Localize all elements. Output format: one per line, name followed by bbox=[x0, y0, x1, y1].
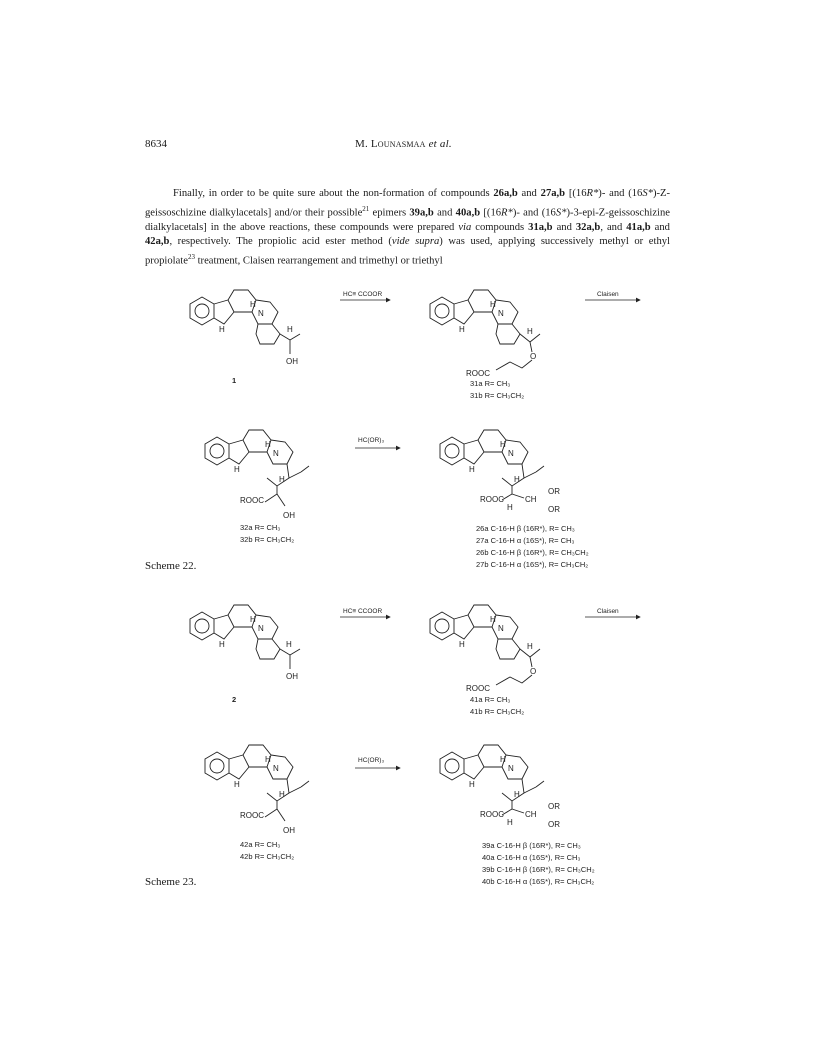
svg-text:OR: OR bbox=[548, 487, 560, 496]
svg-text:41a R= CH₃: 41a R= CH₃ bbox=[470, 695, 511, 704]
svg-text:Claisen: Claisen bbox=[597, 608, 619, 615]
svg-text:H: H bbox=[500, 755, 506, 764]
author-name: M. Lounasmaa bbox=[355, 138, 426, 150]
svg-text:H: H bbox=[250, 300, 256, 309]
svg-text:H: H bbox=[287, 325, 293, 334]
structure-41 bbox=[430, 605, 540, 693]
svg-text:Claisen: Claisen bbox=[597, 291, 619, 298]
scheme-22-caption: Scheme 22. bbox=[145, 560, 197, 572]
svg-text:O: O bbox=[530, 667, 537, 676]
svg-text:H: H bbox=[250, 615, 256, 624]
svg-text:H: H bbox=[286, 640, 292, 649]
svg-text:N: N bbox=[258, 309, 264, 318]
svg-text:H: H bbox=[490, 615, 496, 624]
svg-text:OH: OH bbox=[283, 826, 295, 835]
svg-text:CH: CH bbox=[525, 495, 537, 504]
svg-text:N: N bbox=[498, 624, 504, 633]
svg-text:N: N bbox=[508, 449, 514, 458]
svg-text:H: H bbox=[219, 325, 225, 334]
svg-text:32b R= CH₃CH₂: 32b R= CH₃CH₂ bbox=[240, 535, 295, 544]
svg-text:31a R= CH₃: 31a R= CH₃ bbox=[470, 379, 511, 388]
svg-text:OR: OR bbox=[548, 505, 560, 514]
svg-text:H: H bbox=[234, 780, 240, 789]
svg-text:OH: OH bbox=[286, 357, 298, 366]
svg-text:HC≡ CCOOR: HC≡ CCOOR bbox=[343, 291, 383, 298]
svg-text:OH: OH bbox=[286, 672, 298, 681]
svg-text:H: H bbox=[279, 475, 285, 484]
svg-text:H: H bbox=[527, 642, 533, 651]
svg-text:OR: OR bbox=[548, 820, 560, 829]
page-number: 8634 bbox=[145, 138, 167, 150]
svg-text:26b C-16-H β (16R*), R= CH₃CH₂: 26b C-16-H β (16R*), R= CH₃CH₂ bbox=[476, 548, 589, 557]
svg-text:H: H bbox=[219, 640, 225, 649]
svg-text:HC≡ CCOOR: HC≡ CCOOR bbox=[343, 608, 383, 615]
svg-text:42b R= CH₃CH₂: 42b R= CH₃CH₂ bbox=[240, 852, 295, 861]
svg-text:H: H bbox=[514, 475, 520, 484]
structure-2 bbox=[190, 605, 300, 681]
svg-text:H: H bbox=[234, 465, 240, 474]
svg-text:CH: CH bbox=[525, 810, 537, 819]
svg-text:27a C-16-H α (16S*), R= CH₃: 27a C-16-H α (16S*), R= CH₃ bbox=[476, 536, 575, 545]
svg-text:H: H bbox=[507, 818, 513, 827]
svg-text:39a C-16-H β (16R*), R= CH₃: 39a C-16-H β (16R*), R= CH₃ bbox=[482, 841, 581, 850]
structure-39-40 bbox=[440, 745, 560, 829]
svg-text:ROOC: ROOC bbox=[240, 811, 264, 820]
svg-text:N: N bbox=[498, 309, 504, 318]
svg-text:HC(OR)₃: HC(OR)₃ bbox=[358, 437, 385, 444]
structure-31 bbox=[430, 290, 540, 378]
svg-text:40b C-16-H α (16S*), R= CH₃CH₂: 40b C-16-H α (16S*), R= CH₃CH₂ bbox=[482, 877, 595, 886]
structure-32 bbox=[205, 430, 309, 520]
svg-text:32a R= CH₃: 32a R= CH₃ bbox=[240, 523, 281, 532]
svg-text:42a R= CH₃: 42a R= CH₃ bbox=[240, 840, 281, 849]
svg-text:OH: OH bbox=[283, 511, 295, 520]
svg-text:27b C-16-H α (16S*), R= CH₃CH₂: 27b C-16-H α (16S*), R= CH₃CH₂ bbox=[476, 560, 589, 569]
scheme22-structures bbox=[190, 290, 640, 569]
svg-text:H: H bbox=[469, 780, 475, 789]
svg-text:N: N bbox=[258, 624, 264, 633]
svg-text:H: H bbox=[279, 790, 285, 799]
svg-text:O: O bbox=[530, 352, 537, 361]
svg-text:H: H bbox=[500, 440, 506, 449]
svg-text:OR: OR bbox=[548, 802, 560, 811]
svg-text:H: H bbox=[527, 327, 533, 336]
svg-text:H: H bbox=[514, 790, 520, 799]
svg-text:H: H bbox=[459, 640, 465, 649]
svg-text:26a C-16-H β (16R*), R= CH₃: 26a C-16-H β (16R*), R= CH₃ bbox=[476, 524, 575, 533]
svg-text:H: H bbox=[459, 325, 465, 334]
svg-text:ROOC: ROOC bbox=[480, 810, 504, 819]
svg-text:HC(OR)₃: HC(OR)₃ bbox=[358, 757, 385, 764]
svg-text:31b R= CH₃CH₂: 31b R= CH₃CH₂ bbox=[470, 391, 525, 400]
label-compound-1: 1 bbox=[232, 376, 237, 385]
svg-text:ROOC: ROOC bbox=[240, 496, 264, 505]
svg-text:39b C-16-H β (16R*), R= CH₃CH₂: 39b C-16-H β (16R*), R= CH₃CH₂ bbox=[482, 865, 595, 874]
svg-text:ROOC: ROOC bbox=[466, 369, 490, 378]
label-compound-2: 2 bbox=[232, 695, 237, 704]
svg-text:H: H bbox=[490, 300, 496, 309]
scheme-23-caption: Scheme 23. bbox=[145, 876, 197, 888]
svg-text:H: H bbox=[507, 503, 513, 512]
svg-text:H: H bbox=[265, 755, 271, 764]
structure-42 bbox=[205, 745, 309, 835]
svg-text:40a C-16-H α (16S*), R= CH₃: 40a C-16-H α (16S*), R= CH₃ bbox=[482, 853, 581, 862]
author-etal: et al. bbox=[428, 138, 452, 150]
svg-text:N: N bbox=[273, 764, 279, 773]
structure-1 bbox=[190, 290, 300, 366]
svg-text:N: N bbox=[508, 764, 514, 773]
svg-text:H: H bbox=[265, 440, 271, 449]
svg-text:41b R= CH₃CH₂: 41b R= CH₃CH₂ bbox=[470, 707, 525, 716]
svg-text:N: N bbox=[273, 449, 279, 458]
structure-26-27 bbox=[440, 430, 560, 514]
svg-text:H: H bbox=[469, 465, 475, 474]
svg-text:ROOC: ROOC bbox=[466, 684, 490, 693]
scheme23-structures bbox=[190, 605, 640, 886]
body-paragraph: Finally, in order to be quite sure about the non-formation of compounds 26a,b and 27a,b [(16R*)- and (16S*)-Z-geissoschizine dialkylacetals] and/or their possible$^{21}$ epimers 39a,b and 40a,b [(16R*)- and (16S*)-3-epi-Z-geissoschizine dialkylacetals] in the above reactions, these compounds were prepared via compounds 31a,b and 32a,b, and 41a,b and 42a,b, respectively. The propiolic acid ester method (vide supra) was used, applying successively methyl or ethyl propiolate$^{23}$ treatment, Claisen rearrangement and trimethyl or triethyl bbox=[145, 188, 670, 267]
svg-text:ROOC: ROOC bbox=[480, 495, 504, 504]
